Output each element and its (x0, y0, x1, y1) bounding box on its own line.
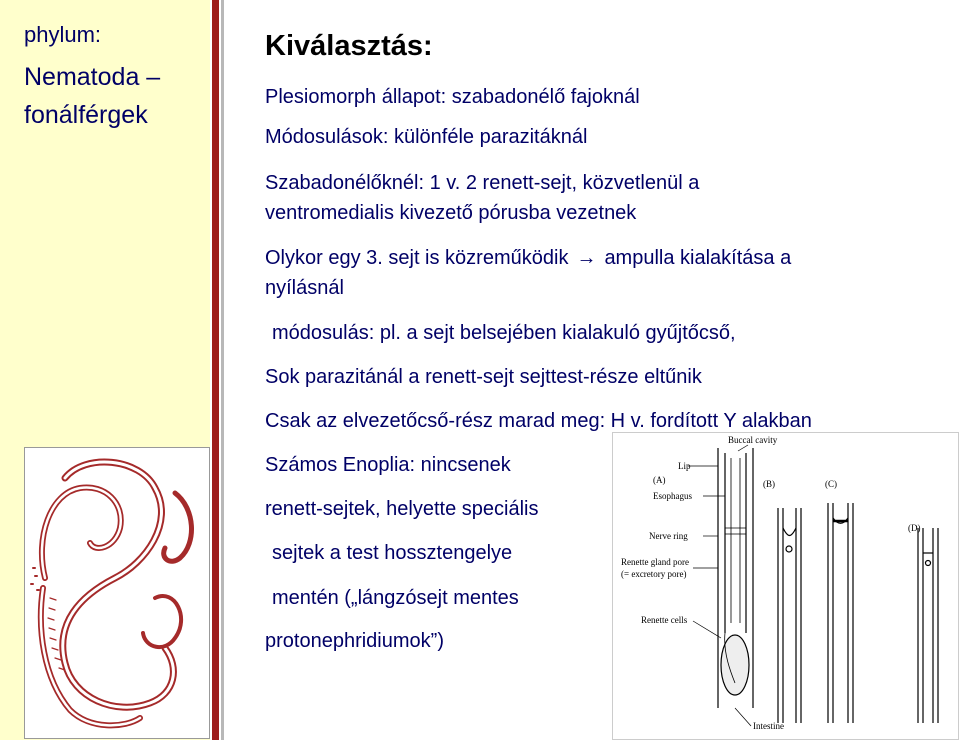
text-line: renett-sejtek, helyette speciális (265, 498, 539, 520)
slide-title: Kiválasztás: (265, 30, 433, 62)
label-excretory-pore: (= excretory pore) (621, 569, 687, 579)
text-segment: Olykor egy 3. sejt is közreműködik (265, 247, 569, 269)
phylum-label: phylum: (24, 22, 102, 47)
label-intestine: Intestine (753, 721, 784, 731)
label-d: (D) (908, 523, 921, 533)
label-b: (B) (763, 479, 775, 489)
text-line: módosulás: pl. a sejt belsejében kialakuló gyűjtőcső, (272, 322, 736, 344)
label-esophagus: Esophagus (653, 491, 692, 501)
text-line: Sok parazitánál a renett-sejt sejttest-része eltűnik (265, 366, 702, 388)
text-line: protonephridiumok”) (265, 630, 444, 652)
text-line: Csak az elvezetőcső-rész marad meg: H v. fordított Y alakban (265, 410, 812, 432)
text-line: sejtek a test hossztengelye (272, 542, 513, 564)
text-line: Szabadonélőknél: 1 v. 2 renett-sejt, közvetlenül a (265, 172, 700, 194)
label-a: (A) (653, 475, 666, 485)
text-line: mentén („lángzósejt mentes (272, 587, 519, 609)
sidebar-divider-shadow (221, 0, 224, 740)
label-nerve-ring: Nerve ring (649, 531, 688, 541)
text-line: Plesiomorph állapot: szabadonélő fajoknál (265, 86, 640, 108)
anatomy-figure (612, 432, 959, 740)
text-line (265, 243, 791, 273)
label-renette-gland-pore: Renette gland pore (621, 557, 689, 567)
label-lip: Lip (678, 461, 691, 471)
arrow-icon: → (576, 247, 597, 269)
text-line: ventromedialis kivezető pórusba vezetnek (265, 202, 637, 224)
text-line: Számos Enoplia: nincsenek (265, 454, 511, 476)
phylum-name: Nematoda – fonálférgek (24, 63, 161, 129)
label-c: (C) (825, 479, 837, 489)
sidebar-divider (212, 0, 219, 740)
text-segment: ampulla kialakítása a (604, 247, 792, 269)
text-line: Módosulások: különféle parazitáknál (265, 126, 588, 148)
nematode-illustration (24, 447, 210, 739)
text-line: nyílásnál (265, 277, 344, 299)
label-renette-cells: Renette cells (641, 615, 688, 625)
label-buccal-cavity: Buccal cavity (728, 435, 778, 445)
